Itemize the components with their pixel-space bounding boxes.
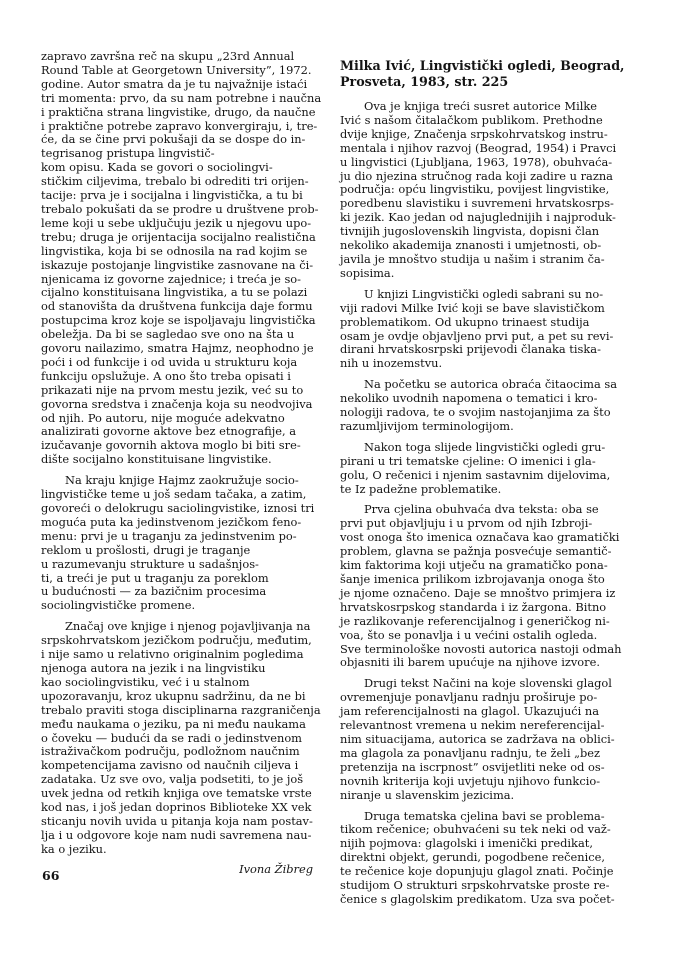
left-paragraph-2: Na kraju knjige Hajmz zaokružuje socio- lingvističke teme u još sedam tačaka, a zatim, govoreći o delokrugu saciolingvistike, iznosi tri moguća puta ka jedinstvenom jezičkom feno- menu: prvi je u traganju za jedinstvenim po- reklom u prošlosti, drugi je traganje u razumevanju strukture u sadašnjos- ti, a treći je put u traganju za poreklom u budućnosti — za bazičnim procesima sociolingvističke promene.	[41, 473, 315, 613]
right-column	[340, 58, 626, 907]
right-paragraph-5: Prva cjelina obuhvaća dva teksta: oba se prvi put objavljuju i u prvom od njih Izbroji- vost onoga što imenica označava kao gramatički problem, glavna se pažnja posvećuje semantič- kim faktorima koji utječu na gramatičko pona- šanje imenica prilikom izbrojavanja onoga što je njome označeno. Daje se mnoštvo primjera iz hrvatskosrpskog standarda i iz žargona. Bitno je razlikovanje referencijalnog i generičkog ni- voa, što se ponavlja i u većini ostalih ogleda. Sve terminološke novosti autorica nastoji odmah objasniti ili barem upućuje na njihove izvore.	[340, 502, 622, 670]
left-paragraph-1: zapravo završna reč na skupu „23rd Annual Round Table at Georgetown University”, 1972. godine. Autor smatra da je tu najvažnije istaći tri momenta: prvo, da su nam potrebne i naučna i praktična strana lingvistike, drugo, da naučne i praktične potrebe zapravo konvergiraju, i, tre- će, da se čine prvi pokušaji da se dospe do in- tegrisanog pristupa lingvistič- kom opisu. Kada se govori o sociolingvi- stičkim ciljevima, trebalo bi odrediti tri orijen- tacije: prva je i socijalna i lingvistička, a tu bi trebalo pokušati da se prodre u društvene prob- leme koji u sebe uključuju jezik u njegovu upo- trebu; druga je orijentacija socijalno realistična lingvistika, koja bi se odnosila na rad kojim se iskazuje postojanje lingvistike zasnovane na či- njenicama iz govorne zajednice; i treća je so- cijalno konstituisana lingvistika, a tu se polazi od stanovišta da društvena funkcija daje formu postupcima kroz koje se ispoljavaju lingvistička obeležja. Da bi se sagledao sve ono na šta u govoru nailazimo, smatra Hajmz, neophodno je poći i od funkcije i od uvida u strukturu koja funkciju opslužuje. A ono što treba opisati i prikazati nije na prvom mestu jezik, već su to govorna sredstva i značenja koja su neodvojiva od njih. Po autoru, nije moguće adekvatno analizirati govorne aktove bez etnografije, a izučavanje govornih aktova moglo bi biti sre- dište socijalno konstituisane lingvistike.	[41, 49, 322, 467]
left-column	[41, 50, 323, 877]
right-paragraph-1: Ova je knjiga treći susret autorice Milke Ivić s našom čitalačkom publikom. Prethodne dvije knjige, Značenja srpskohrvatskog instru- mentala i njihov razvoj (Beograd, 1954) i Pravci u lingvistici (Ljubljana, 1963, 1978), obuhvaća- ju dio njezina stručnog rada koji zadire u razna područja: opću lingvistiku, povijest lingvistike, poredbenu slavistiku i suvremeni hrvatskosrps- ki jezik. Kao jedan od najuglednijih i najproduk- tivnijih jugoslovenskih lingvista, dopisni član nekoliko akademija znanosti i umjetnosti, ob- javila je mnoštvo studija u našim i stranim ča- sopisima.	[340, 99, 617, 280]
right-paragraph-2: U knjizi Lingvistički ogledi sabrani su no- viji radovi Milke Ivić koji se bave slavističkom problematikom. Od ukupno trinaest studija osam je ovdje objavljeno prvi put, a pet su revi- dirani hrvatskosrpski prijevodi članaka tiska- nih u inozemstvu.	[340, 286, 614, 371]
left-paragraph-3: Značaj ove knjige i njenog pojavljivanja na srpskohrvatskom jezičkom području, međutim, i nije samo u relativno originalnim pogledima njenoga autora na jezik i na lingvistiku kao sociolingvistiku, već i u stalnom upozoravanju, kroz ukupnu sadržinu, da ne bi trebalo praviti stoga disciplinarna razgraničenja među naukama o jeziku, pa ni među naukama o čoveku — budući da se radi o jedinstvenom istraživačkom području, podložnom naučnim kompetencijama zavisno od naučnih ciljeva i zadataka. Uz sve ovo, valja podsetiti, to je još uvek jedna od retkih knjiga ove tematske vrste kod nas, i još jedan doprinos Biblioteke XX vek sticanju novih uvida u pitanja koja nam postav- lja i u odgovore koje nam nudi savremena nau- ka o jeziku.	[41, 619, 321, 856]
page-number: 66	[42, 868, 60, 883]
right-paragraph-7: Druga tematska cjelina bavi se problema- tikom rečenice; obuhvaćeni su tek neki od važ- nijih pojmova: glagolski i imenički predikat, direktni objekt, gerundi, pogodbene rečenice, te rečenice koje dopunjuju glagol znati. Počinje studijom O strukturi srpskohrvatske proste re- čenice s glagolskim predikatom. Uza sva počet-	[340, 808, 615, 906]
review-heading: Milka Ivić, Lingvistički ogledi, Beograd, Prosveta, 1983, str. 225	[340, 58, 625, 89]
right-paragraph-6: Drugi tekst Načini na koje slovenski glagol ovremenjuje ponavljanu radnju proširuje po- jam referencijalnosti na glagol. Ukazujući na relevantnost vremena u nekim nereferencijal- nim situacijama, autorica se zadržava na oblici- ma glagola za ponavljanu radnju, te želi „bez pretenzija na iscrpnost” osvijetliti neke od os- novnih kriterija koji uvjetuju njihovo funkcio- niranje u slavenskim jezicima.	[340, 676, 615, 802]
right-paragraph-4: Nakon toga slijede lingvistički ogledi gru- pirani u tri tematske cjeline: O imenici i gla- golu, O rečenici i njenim sastavnim dijelovima, te Iz padežne problematike.	[340, 439, 611, 496]
author-signature: Ivona Žibreg	[239, 861, 313, 876]
right-paragraph-3: Na početku se autorica obraća čitaocima sa nekoliko uvodnih napomena o tematici i kro- nologiji radova, te o svojim nastojanjima za što razumljivijom terminologijom.	[340, 377, 618, 433]
